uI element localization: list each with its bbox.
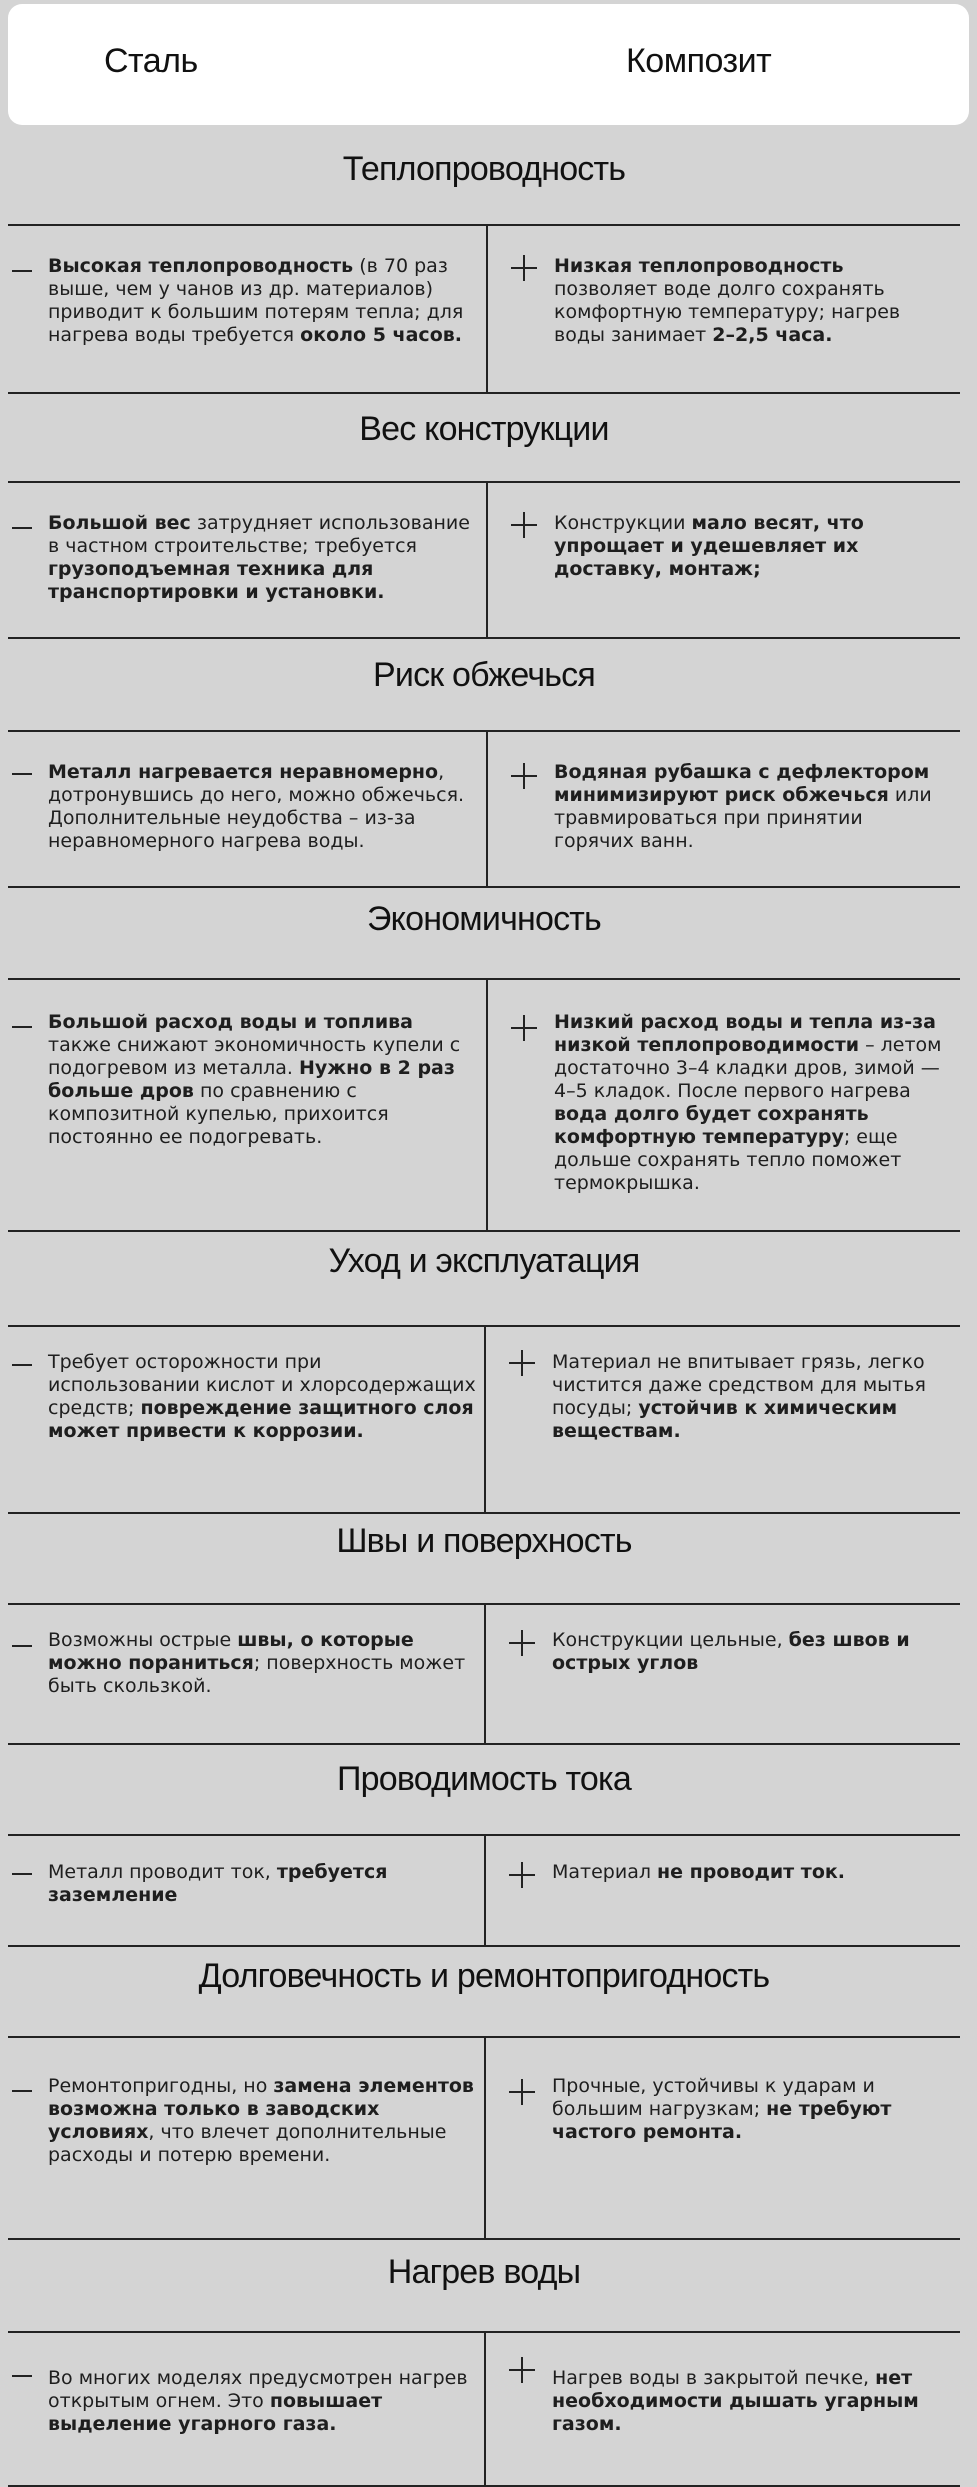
text-run: Металл проводит ток, (48, 1861, 277, 1883)
steel-cell (48, 2367, 476, 2436)
section-title: Швы и поверхность (336, 1522, 632, 1560)
composite-cell (552, 1629, 944, 1675)
text-run: позволяет воде долго сохранять комфортную температуру; нагрев воды занимает (554, 278, 901, 346)
section-title: Вес конструкции (359, 410, 609, 448)
section-title: Долговечность и ремонтопригодность (198, 1957, 770, 1995)
row-top-divider (8, 978, 960, 980)
row-bottom-divider (8, 1512, 960, 1514)
steel-cell (48, 1011, 478, 1149)
text-run: по сравнению с композитной купелью, прихоится постоянно ее подогревать. (48, 1080, 389, 1148)
bold-text: Большой вес (48, 512, 191, 534)
bold-text: Металл нагревается неравномерно (48, 761, 439, 783)
row-bottom-divider (8, 637, 960, 639)
section-title: Проводимость тока (337, 1760, 631, 1798)
text-run: (в 70 раз выше, чем у чанов из др. материалов) приводит к большим потерям тепла; для нагрева воды требуется (48, 255, 464, 346)
column-divider (484, 2331, 486, 2485)
bold-text: мало весят, что упрощает и удешевляет их доставку, монтаж; (554, 512, 864, 580)
comparison-header (8, 4, 969, 125)
section-title: Нагрев воды (387, 2253, 581, 2291)
text-run: ; поверхность может быть скользкой. (48, 1652, 466, 1697)
bold-text: грузоподъемная техника для транспортировки и установки. (48, 558, 385, 603)
text-run: Материал (552, 1861, 658, 1883)
text-run: Требует осторожности при использовании кислот и хлорсодержащих средств; (48, 1351, 476, 1419)
bold-text: без швов и острых углов (552, 1629, 910, 1674)
minus-icon (12, 2090, 32, 2092)
row-bottom-divider (8, 2238, 960, 2240)
bold-text: Низкая теплопроводность (554, 255, 844, 277)
composite-cell (552, 1351, 944, 1443)
text-run: или травмироваться при принятии горячих ванн. (554, 784, 932, 852)
bold-text: Нужно в 2 раз больше дров (48, 1057, 455, 1102)
text-run: также снижают экономичность купели с подогревом из металла. (48, 1034, 461, 1079)
composite-cell (552, 2075, 944, 2144)
column-divider (484, 1603, 486, 1743)
text-run: Конструкции (554, 512, 692, 534)
bold-text: нет необходимости дышать угарным газом. (552, 2367, 919, 2435)
bold-text: замена элементов возможна только в заводских условиях (48, 2075, 474, 2143)
bold-text: около 5 часов. (300, 324, 462, 346)
bold-text: требуется заземление (48, 1861, 388, 1906)
text-run: , дотронувшись до него, можно обжечься. Дополнительные неудобства – из-за неравномерного нагрева воды. (48, 761, 465, 852)
column-label-steel: Сталь (104, 42, 198, 80)
composite-cell (554, 512, 944, 581)
minus-icon (12, 1873, 32, 1875)
composite-cell (552, 1861, 944, 1884)
text-run: Материал не впитывает грязь, легко чистится даже средством для мытья посуды; (552, 1351, 926, 1419)
plus-icon (511, 512, 537, 538)
bold-text: не требуют частого ремонта. (552, 2098, 892, 2143)
row-bottom-divider (8, 886, 960, 888)
plus-icon (509, 2357, 535, 2383)
steel-cell (48, 2075, 476, 2167)
minus-icon (12, 2375, 32, 2377)
column-divider (486, 978, 488, 1230)
text-run: затрудняет использование в частном строительстве; требуется (48, 512, 470, 557)
column-divider (484, 1834, 486, 1945)
row-top-divider (8, 730, 960, 732)
bold-text: вода долго будет сохранять комфортную температуру (554, 1103, 869, 1148)
bold-text: повреждение защитного слоя может привести к коррозии. (48, 1397, 474, 1442)
row-bottom-divider (8, 1743, 960, 1745)
text-run: Прочные, устойчивы к ударам и большим нагрузкам; (552, 2075, 875, 2120)
row-top-divider (8, 481, 960, 483)
minus-icon (12, 1645, 32, 1647)
plus-icon (509, 1350, 535, 1376)
minus-icon (12, 773, 32, 775)
column-label-composite: Композит (626, 42, 772, 80)
composite-cell (552, 2367, 944, 2436)
bold-text: Большой расход воды и топлива (48, 1011, 413, 1033)
text-run: Возможны острые (48, 1629, 238, 1651)
composite-cell (554, 1011, 944, 1195)
bold-text: устойчив к химическим веществам. (552, 1397, 898, 1442)
section-title: Экономичность (367, 900, 601, 938)
bold-text: Водяная рубашка с дефлектором минимизируют риск обжечься (554, 761, 930, 806)
text-run: Конструкции цельные, (552, 1629, 789, 1651)
section-title: Уход и эксплуатация (328, 1242, 640, 1280)
column-divider (486, 224, 488, 392)
text-run: – летом достаточно 3–4 кладки дров, зимой — 4–5 кладок. После первого нагрева (554, 1034, 942, 1102)
row-bottom-divider (8, 1945, 960, 1947)
steel-cell (48, 255, 478, 347)
text-run: , что влечет дополнительные расходы и потерю времени. (48, 2121, 447, 2166)
bold-text: повышает выделение угарного газа. (48, 2390, 383, 2435)
bold-text: швы, о которые можно пораниться (48, 1629, 414, 1674)
text-run: Во многих моделях предусмотрен нагрев открытым огнем. Это (48, 2367, 468, 2412)
plus-icon (511, 1015, 537, 1041)
steel-cell (48, 1351, 476, 1443)
column-divider (484, 1325, 486, 1512)
plus-icon (509, 1862, 535, 1888)
composite-cell (554, 761, 944, 853)
steel-cell (48, 1629, 476, 1698)
bold-text: не проводит ток. (657, 1861, 845, 1883)
row-bottom-divider (8, 1230, 960, 1232)
plus-icon (511, 763, 537, 789)
section-title: Теплопроводность (342, 150, 626, 188)
bold-text: Высокая теплопроводность (48, 255, 354, 277)
minus-icon (12, 527, 32, 529)
plus-icon (509, 2079, 535, 2105)
column-divider (486, 481, 488, 637)
minus-icon (12, 1026, 32, 1028)
steel-cell (48, 1861, 476, 1907)
text-run: Ремонтопригодны, но (48, 2075, 274, 2097)
plus-icon (509, 1630, 535, 1656)
row-bottom-divider (8, 392, 960, 394)
bold-text: Низкий расход воды и тепла из-за низкой теплопроводимости (554, 1011, 936, 1056)
column-divider (484, 2036, 486, 2238)
section-title: Риск обжечься (373, 656, 595, 694)
column-divider (486, 730, 488, 886)
minus-icon (12, 1364, 32, 1366)
plus-icon (511, 255, 537, 281)
row-top-divider (8, 224, 960, 226)
steel-cell (48, 512, 478, 604)
composite-cell (554, 255, 944, 347)
text-run: ; еще дольше сохранять тепло поможет термокрышка. (554, 1126, 902, 1194)
minus-icon (12, 270, 32, 272)
steel-cell (48, 761, 478, 853)
text-run: Нагрев воды в закрытой печке, (552, 2367, 876, 2389)
bold-text: 2–2,5 часа. (712, 324, 833, 346)
